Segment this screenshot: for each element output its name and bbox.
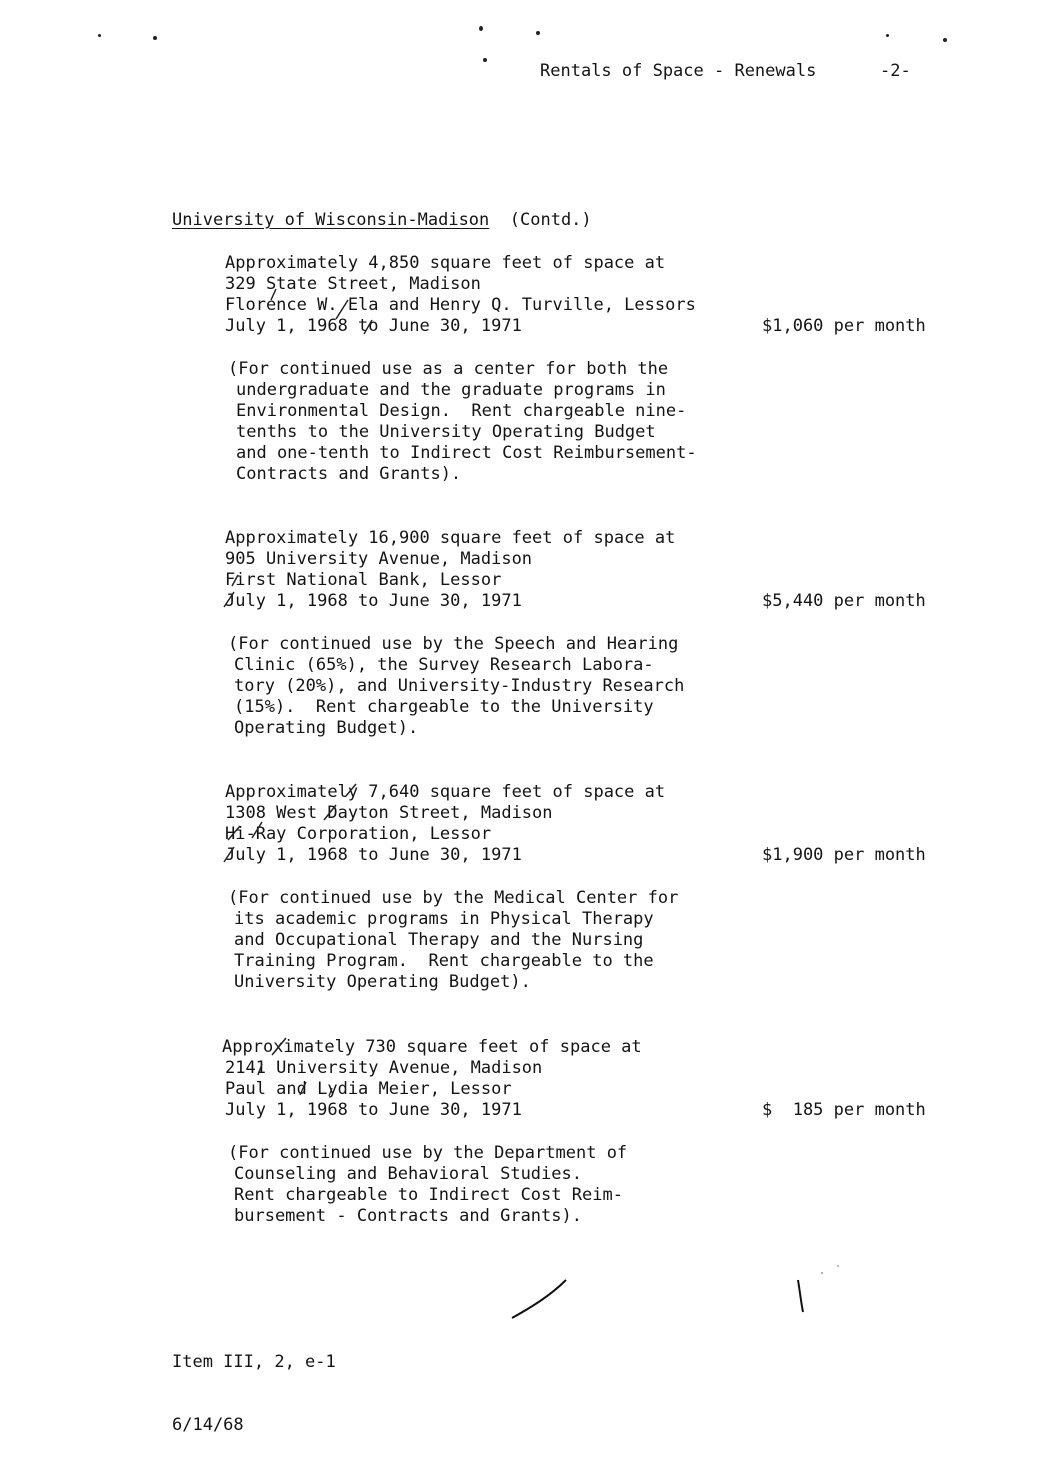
- entry-term: July 1, 1968 to June 30, 1971: [225, 1100, 522, 1120]
- footer-date: 6/14/68: [172, 1415, 244, 1435]
- entry-space: Approximately 16,900 square feet of space at: [225, 528, 676, 548]
- check-mark: [324, 805, 336, 820]
- entry-note-line: bursement - Contracts and Grants).: [234, 1206, 582, 1226]
- check-mark: [346, 784, 356, 796]
- entry-note-line: tory (20%), and University-Industry Research: [234, 676, 685, 696]
- entry-note-line: (For continued use by the Speech and Hearing: [228, 634, 679, 654]
- entry-note-line: Operating Budget).: [234, 718, 419, 738]
- entry-term: July 1, 1968 to June 30, 1971: [225, 845, 522, 865]
- entry-note-line: and one-tenth to Indirect Cost Reimbursement-: [236, 443, 697, 463]
- check-mark: [364, 320, 372, 334]
- continued-label: (Contd.): [509, 210, 592, 230]
- institution-name: University of Wisconsin-Madison: [172, 210, 490, 230]
- entry-address: 2141 University Avenue, Madison: [225, 1058, 543, 1078]
- page-number: -2-: [880, 61, 911, 81]
- check-mark: [300, 1082, 306, 1095]
- entry-address: 905 University Avenue, Madison: [225, 549, 533, 569]
- entry-term: July 1, 1968 to June 30, 1971: [225, 591, 522, 611]
- entry-note-line: (For continued use as a center for both the: [228, 359, 669, 379]
- entry-space: Approximately 730 square feet of space at: [222, 1037, 642, 1057]
- check-mark: [224, 847, 234, 862]
- check-mark: [232, 575, 238, 586]
- pen-stroke: [512, 1280, 566, 1318]
- check-mark: [258, 1064, 262, 1075]
- check-mark: [336, 300, 348, 319]
- pen-stroke: [798, 1280, 803, 1312]
- check-mark: [329, 1088, 332, 1096]
- entry-note-line: University Operating Budget).: [234, 972, 531, 992]
- entry-note-line: Training Program. Rent chargeable to the: [234, 951, 654, 971]
- entry-lessor: Paul and Lydia Meier, Lessor: [225, 1079, 512, 1099]
- entry-note-line: its academic programs in Physical Therapy: [234, 909, 654, 929]
- entry-note-line: and Occupational Therapy and the Nursing: [234, 930, 644, 950]
- check-mark: [272, 1038, 286, 1055]
- entry-note-line: tenths to the University Operating Budget: [236, 422, 656, 442]
- entry-space: Approximately 4,850 square feet of space at: [225, 253, 666, 273]
- entry-note-line: (For continued use by the Department of: [228, 1143, 628, 1163]
- scan-speck: [837, 1265, 839, 1267]
- entry-lessor: Hi-Ray Corporation, Lessor: [225, 824, 492, 844]
- header-title: Rentals of Space - Renewals: [540, 61, 817, 81]
- entry-rent: $1,900 per month: [762, 845, 926, 865]
- entry-rent: $5,440 per month: [762, 591, 926, 611]
- footer-item: Item III, 2, e-1: [172, 1352, 336, 1372]
- entry-lessor: First National Bank, Lessor: [225, 570, 502, 590]
- entry-address: 1308 West Dayton Street, Madison: [225, 803, 553, 823]
- entry-note-line: undergraduate and the graduate programs in: [236, 380, 666, 400]
- entry-note-line: Counseling and Behavioral Studies.: [234, 1164, 582, 1184]
- entry-rent: $ 185 per month: [762, 1100, 926, 1120]
- entry-note-line: Clinic (65%), the Survey Research Labora-: [234, 655, 654, 675]
- check-mark: [271, 289, 276, 300]
- entry-note-line: Environmental Design. Rent chargeable nine-: [236, 401, 687, 421]
- entry-rent: $1,060 per month: [762, 316, 926, 336]
- entry-address: 329 State Street, Madison: [225, 274, 481, 294]
- scan-speck: [821, 1272, 823, 1274]
- entry-term: July 1, 1968 to June 30, 1971: [225, 316, 522, 336]
- entry-space: Approximately 7,640 square feet of space at: [225, 782, 666, 802]
- check-mark: [224, 592, 234, 607]
- entry-note-line: Contracts and Grants).: [236, 464, 462, 484]
- entry-note-line: (For continued use by the Medical Center for: [228, 888, 679, 908]
- entry-note-line: (15%). Rent chargeable to the University: [234, 697, 654, 717]
- check-mark: [252, 822, 262, 838]
- check-mark: [228, 826, 240, 840]
- entry-note-line: Rent chargeable to Indirect Cost Reim-: [234, 1185, 623, 1205]
- entry-lessor: Florence W. Ela and Henry Q. Turville, Lessors: [225, 295, 696, 315]
